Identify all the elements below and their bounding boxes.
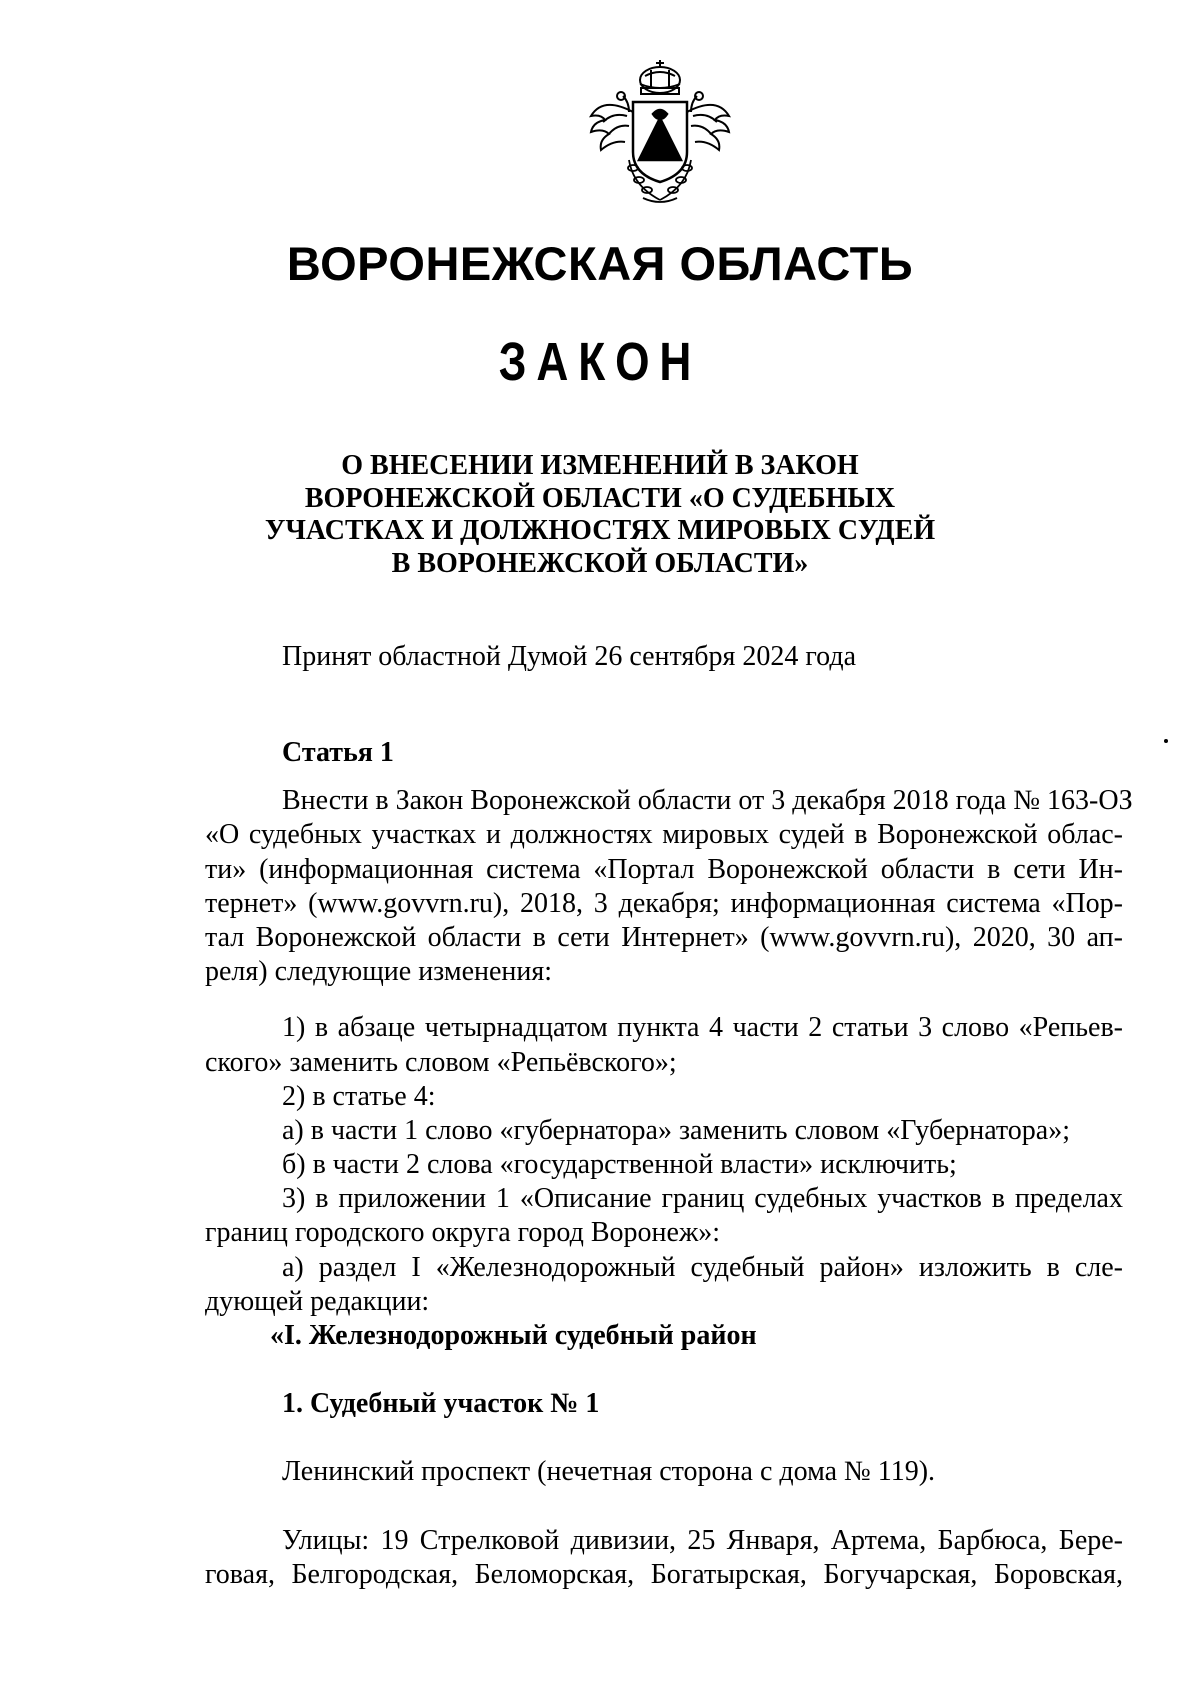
region-title: ВОРОНЕЖСКАЯ ОБЛАСТЬ xyxy=(286,237,914,290)
article-heading: Статья 1 xyxy=(282,737,394,768)
law-subject xyxy=(0,450,1200,580)
intro-line: тернет» (www.govvrn.ru), 2018, 3 декабря; информационная система «Пор- xyxy=(205,887,1123,919)
change-line: границ городского округа город Воронеж»: xyxy=(205,1217,721,1249)
change-line: а) раздел I «Железнодорожный судебный район» изложить в сле- xyxy=(282,1251,1123,1283)
change-line: ского» заменить словом «Репьёвского»; xyxy=(205,1046,677,1078)
intro-line: ти» (информационная система «Портал Воронежской области в сети Ин- xyxy=(205,853,1123,885)
article-body xyxy=(205,736,1133,1592)
change-line: дующей редакции: xyxy=(205,1285,430,1317)
change-line: а) в части 1 слово «губернатора» заменить словом «Губернатора»; xyxy=(282,1114,1071,1146)
section-title: «I. Железнодорожный судебный район xyxy=(270,1320,757,1351)
change-line: 1) в абзаце четырнадцатом пункта 4 части 2 статьи 3 слово «Репьев- xyxy=(282,1012,1123,1044)
law-subject-line: ВОРОНЕЖСКОЙ ОБЛАСТИ «О СУДЕБНЫХ xyxy=(304,482,896,514)
change-line: б) в части 2 слова «государственной власти» исключить; xyxy=(282,1149,957,1181)
streets-line: говая, Белгородская, Беломорская, Богатырская, Богучарская, Боровская, xyxy=(205,1558,1123,1590)
change-line: 3) в приложении 1 «Описание границ судебных участков в пределах xyxy=(282,1183,1123,1215)
law-subject-line: В ВОРОНЕЖСКОЙ ОБЛАСТИ» xyxy=(391,547,809,579)
streets-line: Улицы: 19 Стрелковой дивизии, 25 Января, Артема, Барбюса, Бере- xyxy=(282,1524,1123,1556)
intro-line: тал Воронежской области в сети Интернет» (www.govvrn.ru), 2020, 30 ап- xyxy=(205,921,1123,953)
avenue-line: Ленинский проспект (нечетная сторона с дома № 119). xyxy=(282,1456,936,1488)
adoption-note: Принят областной Думой 26 сентября 2024 года xyxy=(282,641,857,672)
law-subject-line: УЧАСТКАХ И ДОЛЖНОСТЯХ МИРОВЫХ СУДЕЙ xyxy=(264,515,936,546)
change-line: 2) в статье 4: xyxy=(282,1080,436,1112)
law-subject-line: О ВНЕСЕНИИ ИЗМЕНЕНИЙ В ЗАКОН xyxy=(341,450,859,481)
intro-line: реля) следующие изменения: xyxy=(205,956,553,988)
scan-speck xyxy=(1164,739,1168,743)
coat-of-arms-icon xyxy=(583,56,737,206)
document-type: ЗАКОН xyxy=(498,332,702,392)
intro-line: «О судебных участках и должностях мировых судей в Воронежской облас- xyxy=(205,819,1123,851)
plot-title: 1. Судебный участок № 1 xyxy=(282,1388,600,1420)
intro-line: Внести в Закон Воронежской области от 3 декабря 2018 года № 163-ОЗ xyxy=(282,785,1133,817)
